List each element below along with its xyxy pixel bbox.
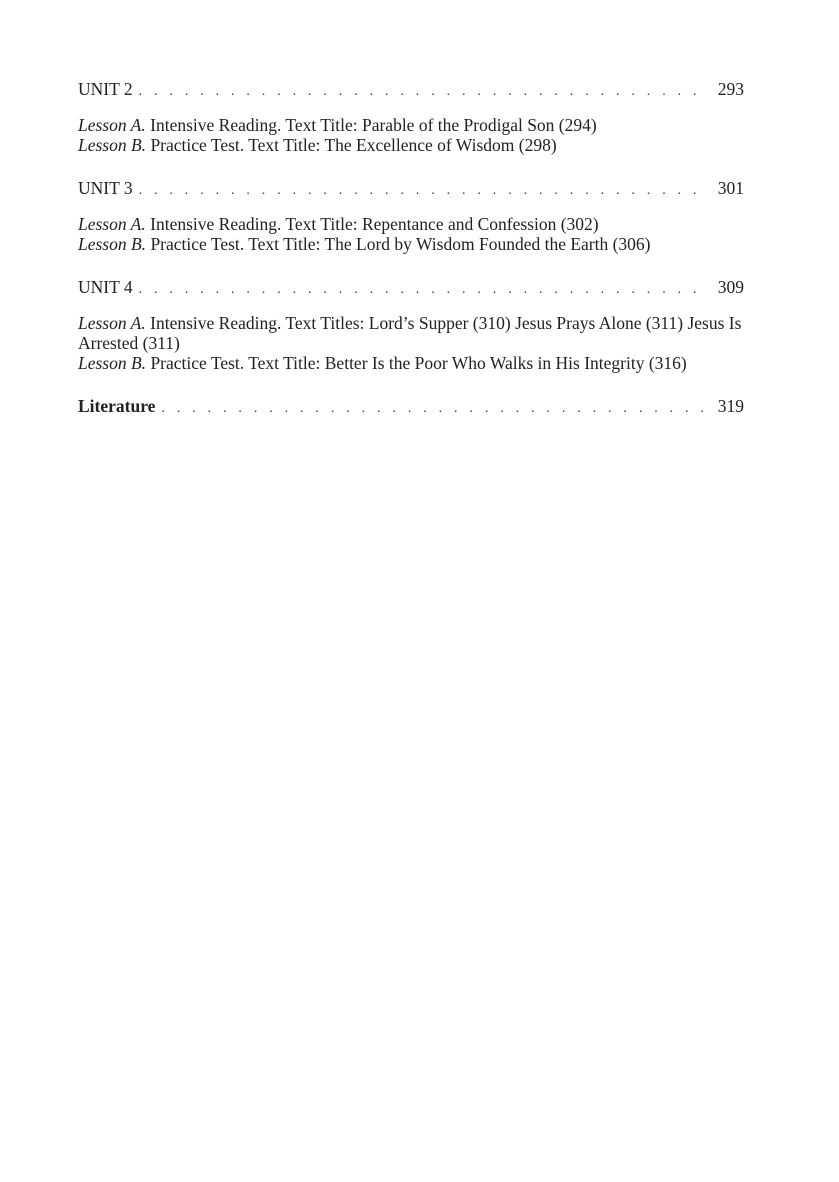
lesson-prefix: Lesson B. [78, 234, 147, 254]
unit-title: UNIT 2 [78, 79, 133, 99]
lesson-prefix: Lesson B. [78, 135, 147, 155]
lesson-prefix: Lesson B. [78, 353, 147, 373]
unit-4-lessons [78, 313, 744, 373]
lesson-prefix: Lesson A. [78, 214, 146, 234]
lesson-entry [78, 234, 744, 254]
dot-leader [139, 81, 704, 103]
dot-leader [139, 180, 704, 202]
unit-2-lessons [78, 115, 744, 155]
toc-entry-unit-4 [78, 276, 744, 301]
page-number: 309 [717, 277, 744, 297]
lesson-text: Practice Test. Text Title: Better Is the Poor Who Walks in His Integrity (316) [146, 353, 687, 373]
toc-entry-unit-3 [78, 177, 744, 202]
lesson-text: Intensive Reading. Text Title: Parable of the Prodigal Son (294) [145, 115, 597, 135]
page-number: 293 [717, 79, 744, 99]
lesson-entry [78, 313, 744, 353]
lesson-text: Intensive Reading. Text Title: Repentance and Confession (302) [145, 214, 599, 234]
dot-leader [161, 398, 703, 420]
lesson-entry [78, 353, 744, 373]
lesson-prefix: Lesson A. [78, 313, 146, 333]
lesson-text: Practice Test. Text Title: The Lord by Wisdom Founded the Earth (306) [146, 234, 651, 254]
toc-entry-literature [78, 395, 744, 420]
page-number: 319 [717, 396, 744, 416]
dot-leader [139, 279, 704, 301]
toc-entry-unit-2 [78, 78, 744, 103]
table-of-contents [78, 78, 744, 420]
unit-title: UNIT 4 [78, 277, 133, 297]
lesson-entry [78, 214, 744, 234]
literature-title: Literature [78, 396, 156, 416]
unit-title: UNIT 3 [78, 178, 133, 198]
lesson-text: Practice Test. Text Title: The Excellence of Wisdom (298) [146, 135, 557, 155]
page-number: 301 [717, 178, 744, 198]
lesson-entry [78, 115, 744, 135]
lesson-entry [78, 135, 744, 155]
unit-3-lessons [78, 214, 744, 254]
lesson-prefix: Lesson A. [78, 115, 146, 135]
lesson-text: Intensive Reading. Text Titles: Lord’s Supper (310) Jesus Prays Alone (311) Jesus Is Arrested (311) [78, 313, 742, 353]
